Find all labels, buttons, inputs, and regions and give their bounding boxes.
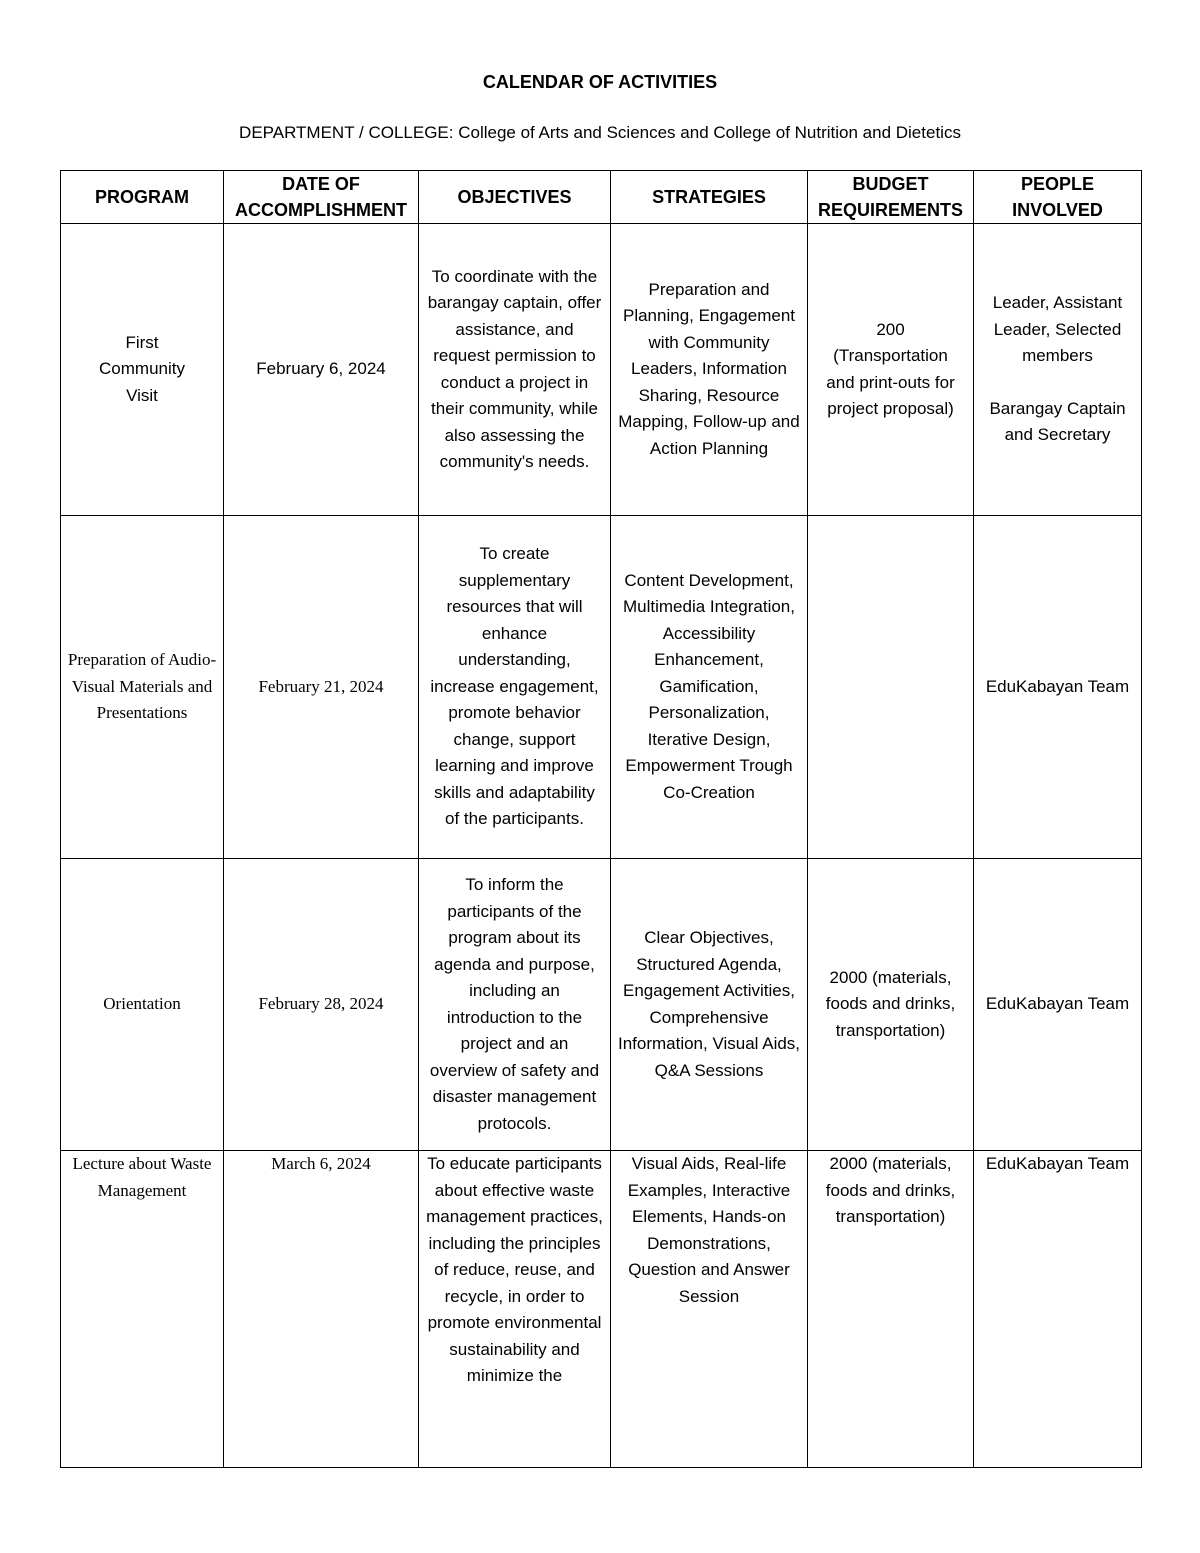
- people-cell: EduKabayan Team: [974, 859, 1142, 1151]
- department-line: DEPARTMENT / COLLEGE: College of Arts and Sciences and College of Nutrition and Dietetics: [239, 123, 961, 142]
- program-cell: Orientation: [61, 859, 224, 1151]
- table-row: [61, 224, 1142, 516]
- strategies-cell: Clear Objectives, Structured Agenda, Engagement Activities, Comprehensive Information, Visual Aids, Q&A Sessions: [611, 859, 808, 1151]
- people-cell: EduKabayan Team: [974, 516, 1142, 859]
- activities-table: [60, 170, 1142, 1468]
- date-cell: February 6, 2024: [224, 224, 419, 516]
- header-program: PROGRAM: [61, 171, 224, 224]
- document-title: CALENDAR OF ACTIVITIES: [482, 72, 718, 92]
- budget-cell: 2000 (materials, foods and drinks, transportation): [808, 1151, 974, 1468]
- date-cell: March 6, 2024: [224, 1151, 419, 1468]
- program-cell: Lecture about Waste Management: [61, 1151, 224, 1468]
- objectives-cell: To coordinate with the barangay captain, offer assistance, and request permission to conduct a project in their community, while also assessing the community's needs.: [419, 224, 611, 516]
- header-budget: BUDGET REQUIREMENTS: [808, 171, 974, 224]
- objectives-cell: To educate participants about effective waste management practices, including the principles of reduce, reuse, and recycle, in order to promote environmental sustainability and minimize the: [419, 1151, 611, 1468]
- table-row: [61, 859, 1142, 1151]
- header-people: PEOPLE INVOLVED: [974, 171, 1142, 224]
- people-cell: EduKabayan Team: [974, 1151, 1142, 1468]
- people-cell: [974, 224, 1142, 516]
- date-cell: February 28, 2024: [224, 859, 419, 1151]
- program-cell: First Community Visit: [61, 224, 224, 516]
- objectives-cell: To create supplementary resources that will enhance understanding, increase engagement, promote behavior change, support learning and improve skills and adaptability of the participants.: [419, 516, 611, 859]
- table-row: [61, 1151, 1142, 1468]
- program-cell: Preparation of Audio-Visual Materials and Presentations: [61, 516, 224, 859]
- budget-cell: [808, 516, 974, 859]
- date-cell: February 21, 2024: [224, 516, 419, 859]
- budget-cell: 2000 (materials, foods and drinks, transportation): [808, 859, 974, 1151]
- strategies-cell: Preparation and Planning, Engagement with Community Leaders, Information Sharing, Resource Mapping, Follow-up and Action Planning: [611, 224, 808, 516]
- header-objectives: OBJECTIVES: [419, 171, 611, 224]
- header-row: [61, 171, 1142, 224]
- people-group-officials: Barangay Captain and Secretary: [989, 398, 1126, 445]
- strategies-cell: Content Development, Multimedia Integration, Accessibility Enhancement, Gamification, Personalization, Iterative Design, Empowerment Trough Co-Creation: [611, 516, 808, 859]
- header-date: DATE OF ACCOMPLISHMENT: [224, 171, 419, 224]
- objectives-cell: To inform the participants of the program about its agenda and purpose, including an introduction to the project and an overview of safety and disaster management protocols.: [419, 859, 611, 1151]
- header-strategies: STRATEGIES: [611, 171, 808, 224]
- people-group-members: Leader, Assistant Leader, Selected members: [992, 293, 1123, 366]
- budget-cell: 200 (Transportation and print-outs for project proposal): [808, 224, 974, 516]
- strategies-cell: Visual Aids, Real-life Examples, Interactive Elements, Hands-on Demonstrations, Question and Answer Session: [611, 1151, 808, 1468]
- table-row: [61, 516, 1142, 859]
